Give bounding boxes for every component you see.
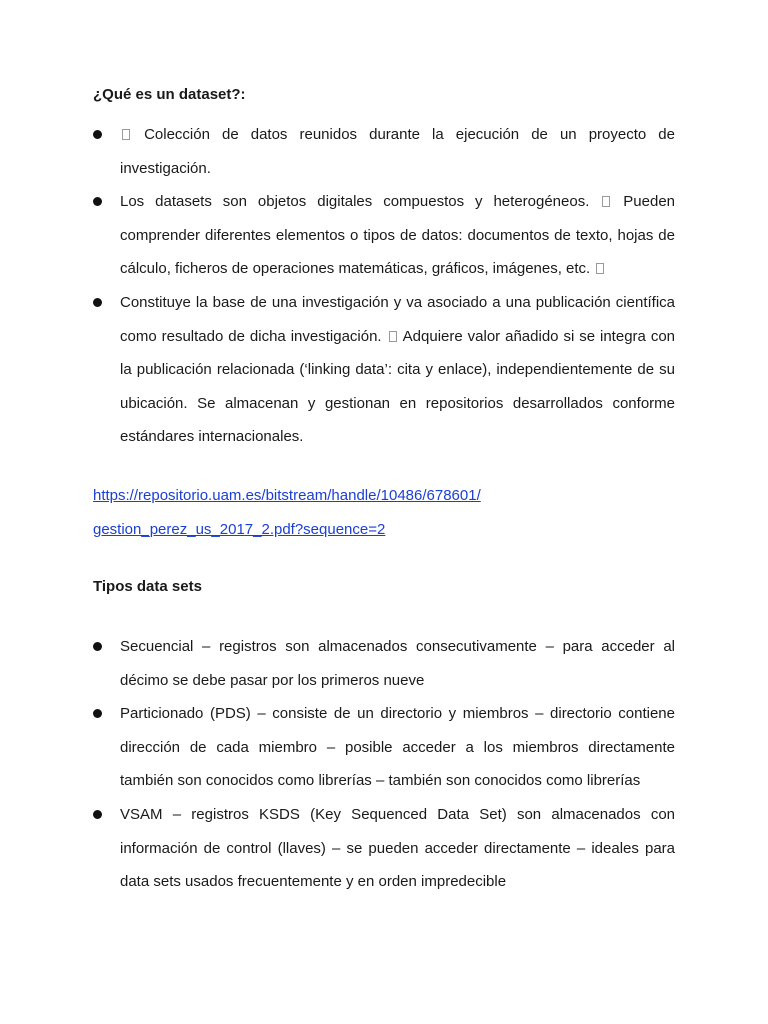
section-title-dataset: ¿Qué es un dataset?: bbox=[93, 86, 246, 103]
document-page bbox=[93, 84, 675, 899]
dataset-bullet-list bbox=[93, 118, 675, 454]
bullet-dot-icon bbox=[93, 130, 102, 139]
list-item bbox=[93, 798, 675, 899]
bullet-text: Adquiere valor añadido si se integra con la publicación relacionada (‘linking data’: cita y enlace), independientemente de su ubicación. Se almacenan y gestionan en repositorios desarrollados conforme estándares internacionales. bbox=[120, 327, 675, 446]
source-link-line-1[interactable]: https://repositorio.uam.es/bitstream/handle/10486/678601/ bbox=[93, 486, 481, 504]
bullet-text: VSAM – registros KSDS (Key Sequenced Data Set) son almacenados con información de control (llaves) – se pueden acceder directamente – ideales para data sets usados frecuentemente y en orden impredecible bbox=[120, 805, 675, 891]
bullet-text: Los datasets son objetos digitales compuestos y heterogéneos. bbox=[120, 193, 590, 211]
list-item bbox=[93, 185, 675, 286]
bullet-text: Pueden comprender diferentes elementos o tipos de datos: documentos de texto, hojas de cálculo, ficheros de operaciones matemáticas, gráficos, imágenes, etc. bbox=[120, 193, 676, 278]
list-item bbox=[93, 118, 675, 185]
source-link-block bbox=[93, 479, 675, 547]
missing-glyph-icon bbox=[602, 196, 610, 207]
section-title-types: Tipos data sets bbox=[93, 577, 202, 595]
list-item bbox=[93, 697, 675, 798]
source-link-line-2[interactable]: gestion_perez_us_2017_2.pdf?sequence=2 bbox=[93, 520, 386, 538]
bullet-text: Colección de datos reunidos durante la ejecución de un proyecto de investigación. bbox=[120, 126, 675, 177]
missing-glyph-icon bbox=[596, 263, 604, 274]
types-bullet-list bbox=[93, 630, 675, 899]
list-item bbox=[93, 286, 675, 454]
missing-glyph-icon bbox=[122, 129, 130, 140]
bullet-dot-icon bbox=[93, 810, 102, 819]
bullet-dot-icon bbox=[93, 642, 102, 651]
missing-glyph-icon bbox=[389, 331, 397, 342]
list-item bbox=[93, 630, 675, 697]
bullet-text: Constituye la base de una investigación y va asociado a una publicación científica como resultado de dicha investigación. bbox=[120, 293, 675, 345]
bullet-dot-icon bbox=[93, 298, 102, 307]
bullet-text: Secuencial – registros son almacenados consecutivamente – para acceder al décimo se debe pasar por los primeros nueve bbox=[120, 637, 675, 689]
bullet-text: Particionado (PDS) – consiste de un directorio y miembros – directorio contiene dirección de cada miembro – posible acceder a los miembros directamente también son conocidos como librerías – también son conocidos como librerías bbox=[120, 705, 675, 790]
bullet-dot-icon bbox=[93, 197, 102, 206]
bullet-dot-icon bbox=[93, 709, 102, 718]
